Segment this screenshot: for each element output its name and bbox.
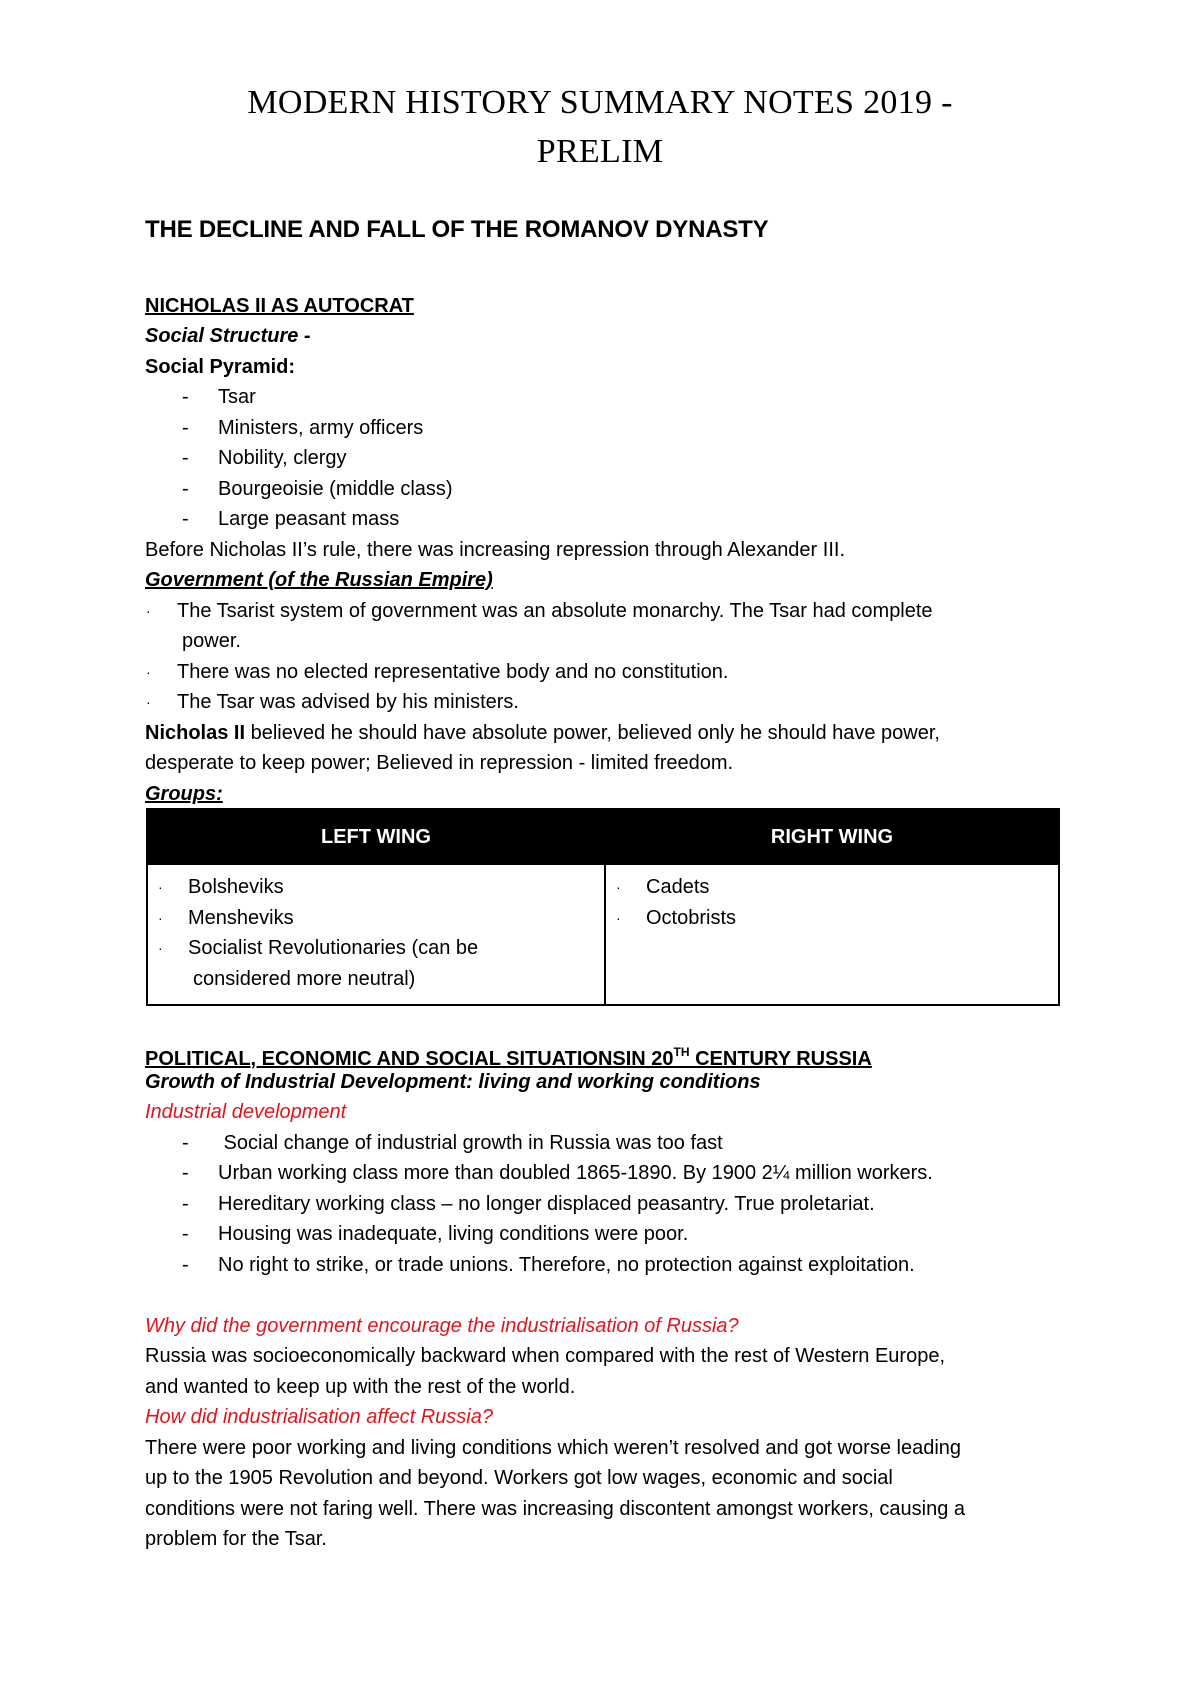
main-heading: THE DECLINE AND FALL OF THE ROMANOV DYNASTY [145,216,769,243]
dot-bullet: · [146,664,151,680]
section-heading-autocrat: NICHOLAS II AS AUTOCRAT [145,295,414,317]
answer-2-line-1: There were poor working and living conditions which weren’t resolved and got worse leading [145,1437,962,1459]
right-wing-header: RIGHT WING [770,826,894,848]
dash-bullet: - [182,386,189,408]
section-heading-situations [145,1040,872,1071]
heading-superscript: TH [673,1045,690,1059]
dash-bullet: - [182,1132,189,1154]
development-item: Housing was inadequate, living conditions were poor. [218,1223,689,1245]
dot-bullet: · [616,879,621,895]
dot-bullet: · [146,694,151,710]
column-divider [604,865,606,1006]
heading-part-b: CENTURY RUSSIA [689,1048,872,1070]
social-pyramid-label: Social Pyramid: [145,356,296,378]
dot-bullet: · [146,603,151,619]
dash-bullet: - [182,417,189,439]
document-title [0,78,1200,176]
question-how-affected: How did industrialisation affect Russia? [145,1406,493,1428]
gov-item: The Tsar was advised by his ministers. [177,691,519,713]
title-line-1: MODERN HISTORY SUMMARY NOTES 2019 - [247,84,953,121]
dash-bullet: - [182,447,189,469]
social-structure-label: Social Structure - [145,325,311,347]
answer-1-line-2: and wanted to keep up with the rest of the world. [145,1376,576,1398]
left-wing-item: Socialist Revolutionaries (can be [188,937,479,959]
left-wing-item: Mensheviks [188,907,294,929]
development-item: Social change of industrial growth in Russia was too fast [218,1132,723,1154]
development-item: Hereditary working class – no longer displaced peasantry. True proletariat. [218,1193,875,1215]
dot-bullet: · [158,940,163,956]
pyramid-item: Nobility, clergy [218,447,347,469]
industrial-subheading: Growth of Industrial Development: living and working conditions [145,1071,761,1093]
pyramid-item: Bourgeoisie (middle class) [218,478,453,500]
gov-item: The Tsarist system of government was an absolute monarchy. The Tsar had complete [177,600,933,622]
left-wing-header: LEFT WING [321,826,431,848]
right-wing-item: Octobrists [646,907,737,929]
dot-bullet: · [616,910,621,926]
before-rule-text: Before Nicholas II’s rule, there was increasing repression through Alexander III. [145,539,845,561]
industrial-development-label: Industrial development [145,1101,347,1123]
nicholas-paragraph-line-1 [145,721,940,745]
groups-table [146,808,1060,1006]
dot-bullet: · [158,879,163,895]
table-header-row [148,810,1058,865]
pyramid-item: Tsar [218,386,256,408]
answer-2-line-2: up to the 1905 Revolution and beyond. Workers got low wages, economic and social [145,1467,893,1489]
nicholas-paragraph-line-2: desperate to keep power; Believed in repression - limited freedom. [145,752,734,774]
development-item: Urban working class more than doubled 1865-1890. By 1900 2¼ million workers. [218,1162,933,1184]
dot-bullet: · [158,910,163,926]
dash-bullet: - [182,1193,189,1215]
groups-label: Groups: [145,783,223,805]
answer-2-line-4: problem for the Tsar. [145,1528,327,1550]
pyramid-item: Ministers, army officers [218,417,424,439]
left-wing-item-continued: considered more neutral) [193,968,416,990]
gov-item: There was no elected representative body and no constitution. [177,661,729,683]
question-why-industrialise: Why did the government encourage the industrialisation of Russia? [145,1315,739,1337]
gov-item-continued: power. [182,630,241,652]
dash-bullet: - [182,1254,189,1276]
left-wing-item: Bolsheviks [188,876,284,898]
dash-bullet: - [182,508,189,530]
dash-bullet: - [182,1223,189,1245]
nicholas-text: believed he should have absolute power, believed only he should have power, [245,722,940,744]
dash-bullet: - [182,478,189,500]
answer-1-line-1: Russia was socioeconomically backward when compared with the rest of Western Europe, [145,1345,945,1367]
nicholas-name: Nicholas II [145,722,246,744]
heading-part-a: POLITICAL, ECONOMIC AND SOCIAL SITUATIONSIN 20 [145,1048,674,1070]
right-wing-item: Cadets [646,876,710,898]
answer-2-line-3: conditions were not faring well. There was increasing discontent amongst workers, causing a [145,1498,966,1520]
title-line-2: PRELIM [536,133,664,170]
government-heading: Government (of the Russian Empire) [145,569,493,591]
pyramid-item: Large peasant mass [218,508,400,530]
dash-bullet: - [182,1162,189,1184]
development-item: No right to strike, or trade unions. Therefore, no protection against exploitation. [218,1254,915,1276]
